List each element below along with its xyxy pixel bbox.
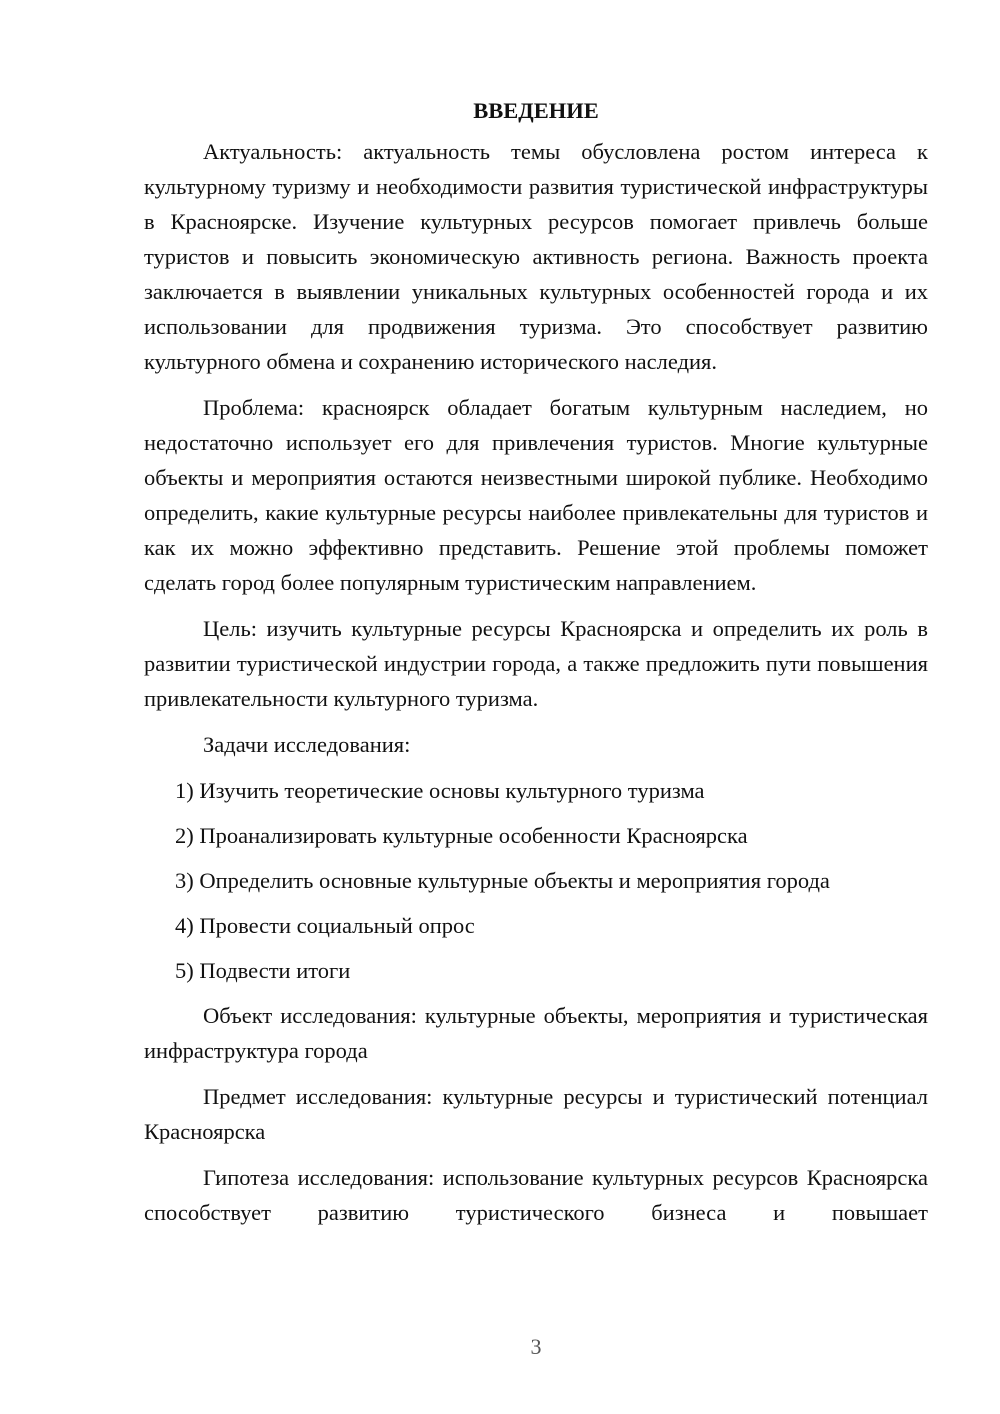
list-item: 2) Проанализировать культурные особенности Красноярска: [175, 823, 748, 848]
object-paragraph: Объект исследования: культурные объекты, мероприятия и туристическая инфраструктура города: [144, 1003, 928, 1063]
page-title: ВВЕДЕНИЕ: [473, 98, 599, 123]
goal-paragraph: Цель: изучить культурные ресурсы Красноярска и определить их роль в развитии туристической индустрии города, а также предложить пути повышения привлекательности культурного туризма.: [144, 616, 928, 711]
problem-paragraph: Проблема: красноярск обладает богатым культурным наследием, но недостаточно использует его для привлечения туристов. Многие культурные объекты и мероприятия остаются неизвестными широкой публике. Необходимо определить, какие культурные ресурсы наиболее привлекательны для туристов и как их можно эффективно представить. Решение этой проблемы поможет сделать город более популярным туристическим направлением.: [144, 395, 928, 595]
list-item: 5) Подвести итоги: [175, 958, 351, 983]
relevance-paragraph: Актуальность: актуальность темы обусловлена ростом интереса к культурному туризму и необходимости развития туристической инфраструктуры в Красноярске. Изучение культурных ресурсов помогает привлечь больше туристов и повысить экономическую активность региона. Важность проекта заключается в выявлении уникальных культурных особенностей города и их использовании для продвижения туризма. Это способствует развитию культурного обмена и сохранению исторического наследия.: [144, 139, 928, 374]
subject-paragraph: Предмет исследования: культурные ресурсы и туристический потенциал Красноярска: [144, 1084, 928, 1144]
list-item: 4) Провести социальный опрос: [175, 913, 475, 938]
page-number: 3: [530, 1334, 542, 1359]
document-page: [144, 96, 928, 1241]
tasks-list: [144, 773, 928, 988]
tasks-heading: Задачи исследования:: [203, 732, 411, 757]
list-item: 1) Изучить теоретические основы культурного туризма: [175, 778, 705, 803]
list-item: 3) Определить основные культурные объекты и мероприятия города: [175, 868, 830, 893]
hypothesis-paragraph: Гипотеза исследования: использование культурных ресурсов Красноярска способствует развитию туристического бизнеса и повышает: [144, 1165, 928, 1225]
